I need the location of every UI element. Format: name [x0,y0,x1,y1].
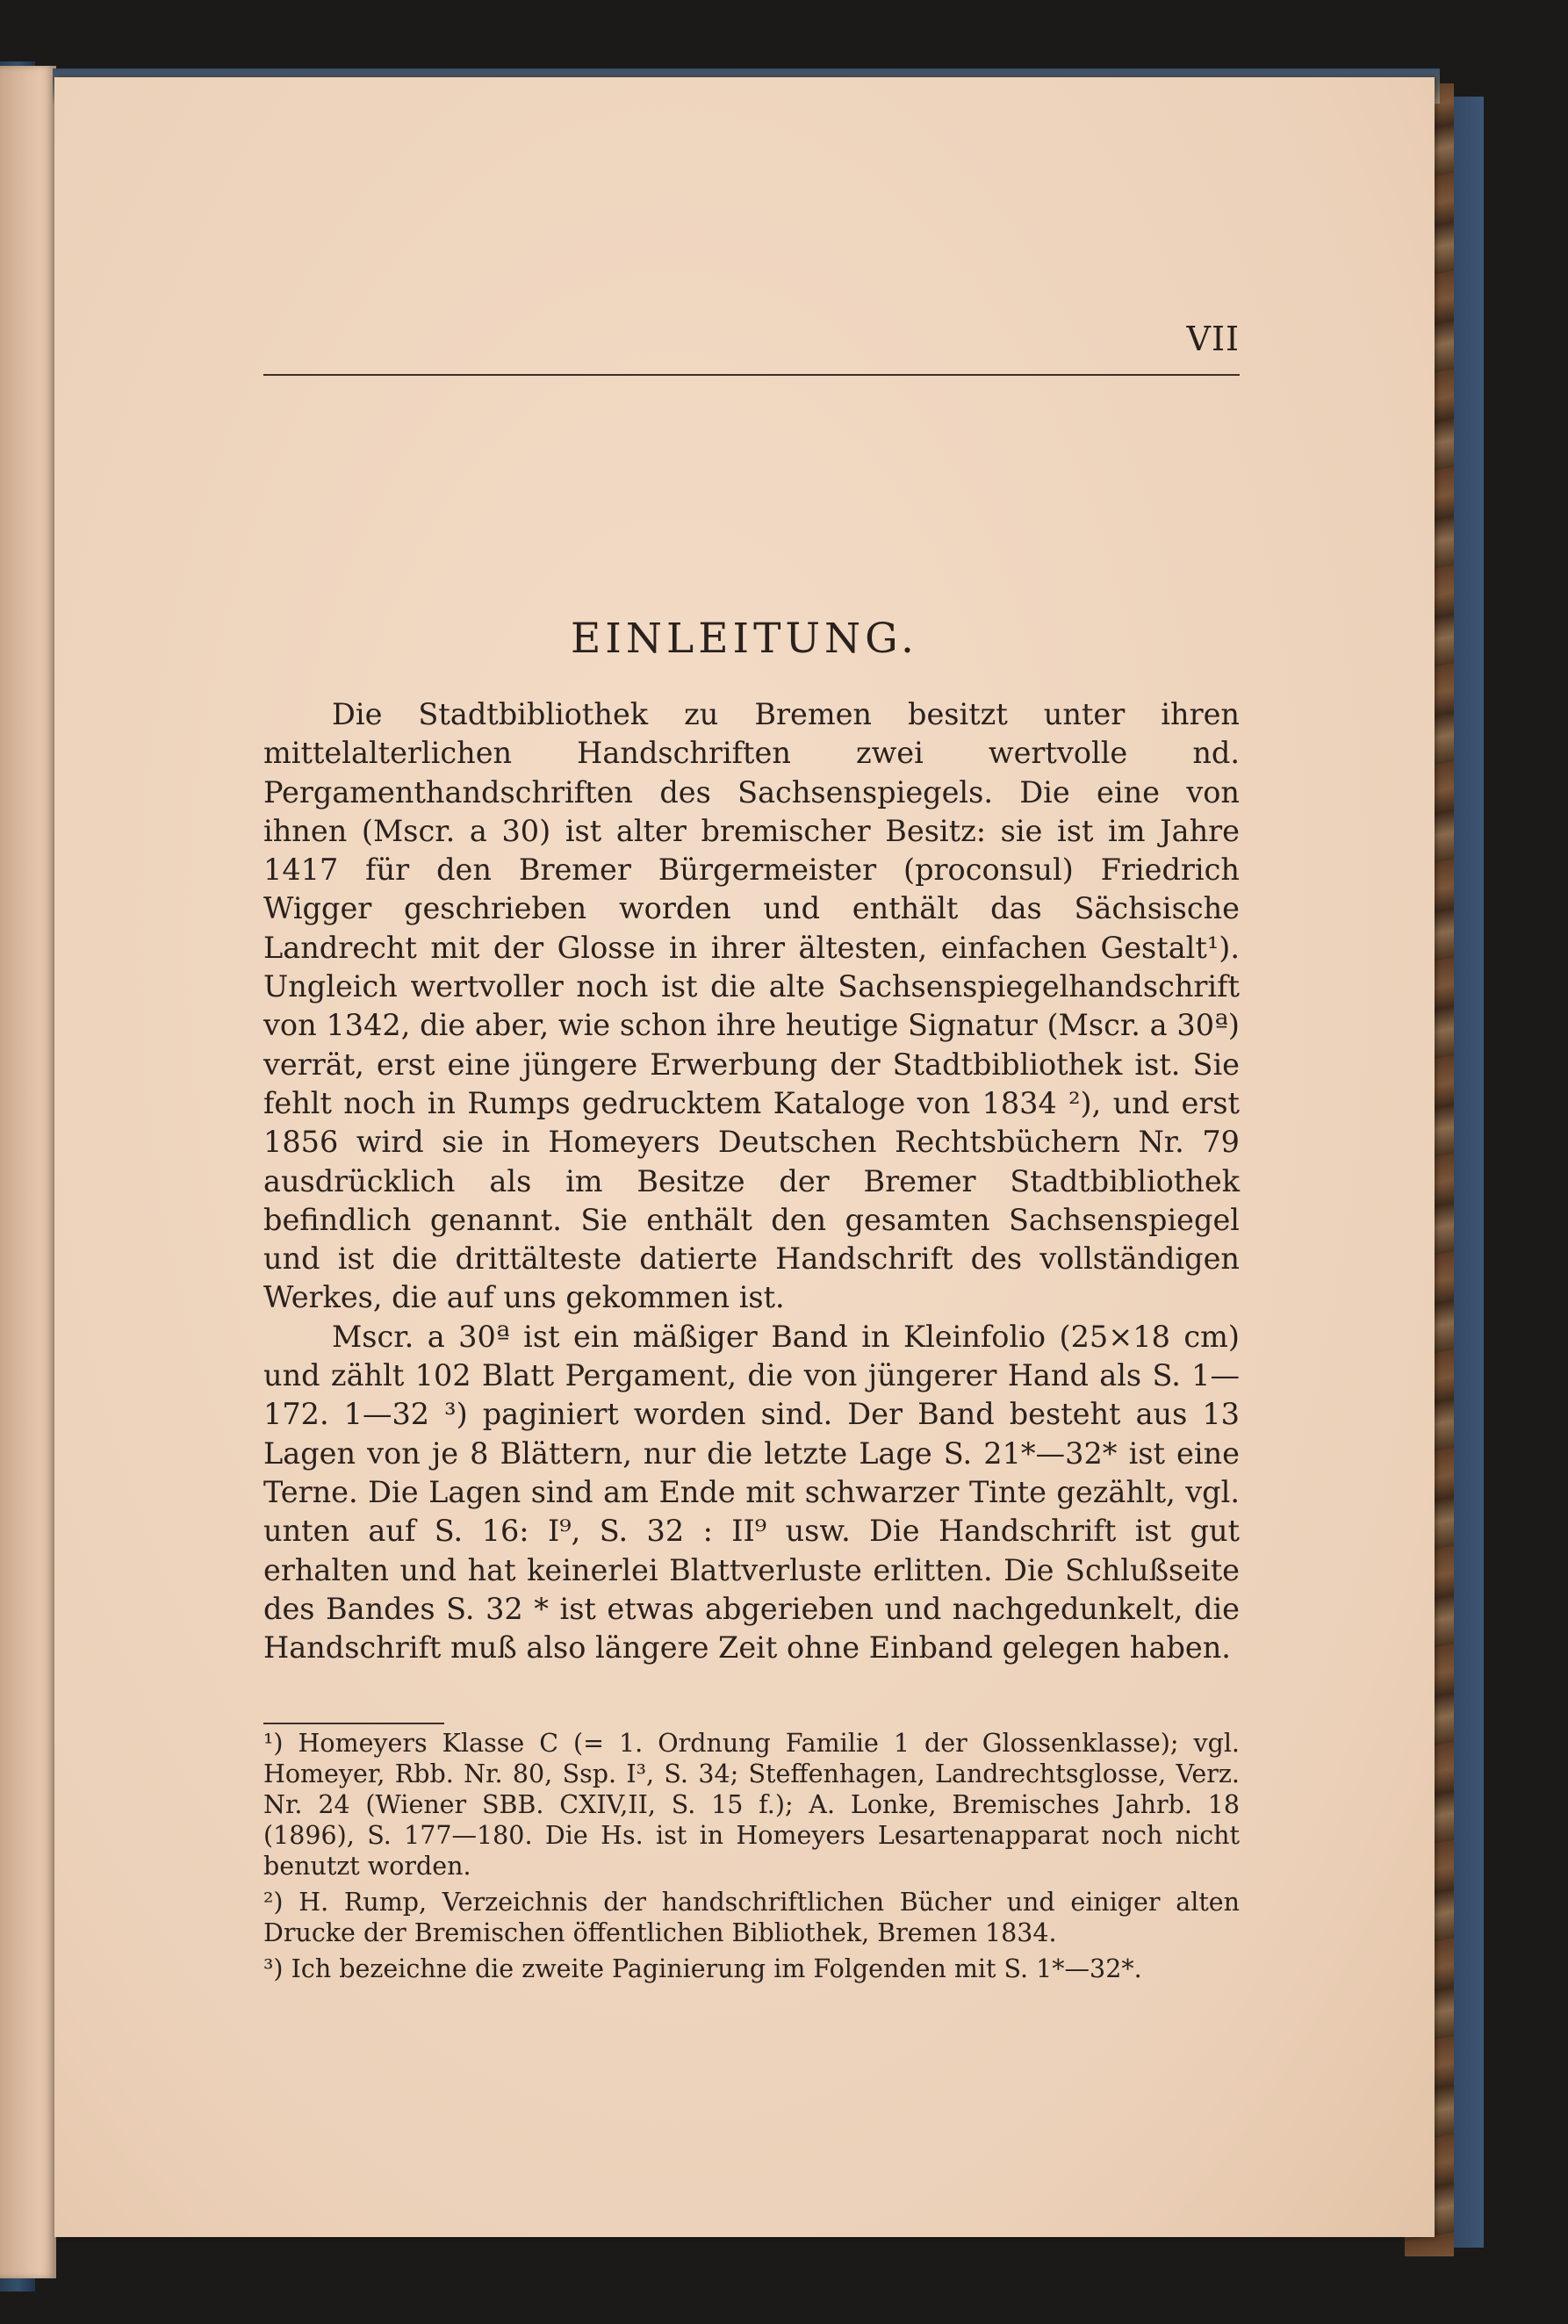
footnotes [263,1728,1240,1989]
paragraph: Mscr. a 30ª ist ein mäßiger Band in Kleinfolio (25×18 cm) und zählt 102 Blatt Pergament, die von jüngerer Hand als S. 1—172. 1—32 ³) paginiert worden sind. Der Band besteht aus 13 Lagen von je 8 Blättern, nur die letzte Lage S. 21*—32* ist eine Terne. Die Lagen sind am Ende mit schwarzer Tinte gezählt, vgl. unten auf S. 16: I⁹, S. 32 : II⁹ usw. Die Handschrift ist gut erhalten und hat keinerlei Blattverluste erlitten. Die Schlußseite des Bandes S. 32 * ist etwas abgerieben und nachgedunkelt, die Handschrift muß also längere Zeit ohne Einband gelegen haben. [263,1319,1240,1666]
body-text [263,695,1240,1667]
book-page [54,77,1435,2237]
facing-page-edge [0,66,56,2278]
paragraph: Die Stadtbibliothek zu Bremen besitzt unter ihren mittelalterlichen Handschriften zwei wertvolle nd. Pergamenthandschriften des Sachsenspiegels. Die eine von ihnen (Mscr. a 30) ist alter bremischer Besitz: sie ist im Jahre 1417 für den Bremer Bürgermeister (proconsul) Friedrich Wigger geschrieben worden und enthält das Sächsische Landrecht mit der Glosse in ihrer ältesten, einfachen Gestalt¹). Ungleich wertvoller noch ist die alte Sachsenspiegelhandschrift von 1342, die aber, wie schon ihre heutige Signatur (Mscr. a 30ª) verrät, erst eine jüngere Erwerbung der Stadtbibliothek ist. Sie fehlt noch in Rumps gedrucktem Kataloge von 1834 ²), und erst 1856 wird sie in Homeyers Deutschen Rechtsbüchern Nr. 79 ausdrücklich als im Besitze der Bremer Stadtbibliothek befindlich genannt. Sie enthält den gesamten Sachsenspiegel und ist die drittälteste datierte Handschrift des vollständigen Werkes, die auf uns gekommen ist. [263,697,1240,1315]
chapter-title: EINLEITUNG. [571,615,918,663]
page-number: VII [1186,320,1240,358]
running-head [263,314,1240,376]
footnote: ²) H. Rump, Verzeichnis der handschriftlichen Bücher und einiger alten Drucke der Bremischen öffentlichen Bibliothek, Bremen 1834. [263,1888,1240,1947]
footnote: ³) Ich bezeichne die zweite Paginierung im Folgenden mit S. 1*—32*. [263,1954,1142,1983]
footnote-rule [263,1723,444,1724]
footnote: ¹) Homeyers Klasse C (= 1. Ordnung Familie 1 der Glossenklasse); vgl. Homeyer, Rbb. Nr. 80, Ssp. I³, S. 34; Steffenhagen, Landrechtsglosse, Verz. Nr. 24 (Wiener SBB. CXIV,II, S. 15 f.); A. Lonke, Bremisches Jahrb. 18 (1896), S. 177—180. Die Hs. ist in Homeyers Lesartenapparat noch nicht benutzt worden. [263,1729,1240,1881]
